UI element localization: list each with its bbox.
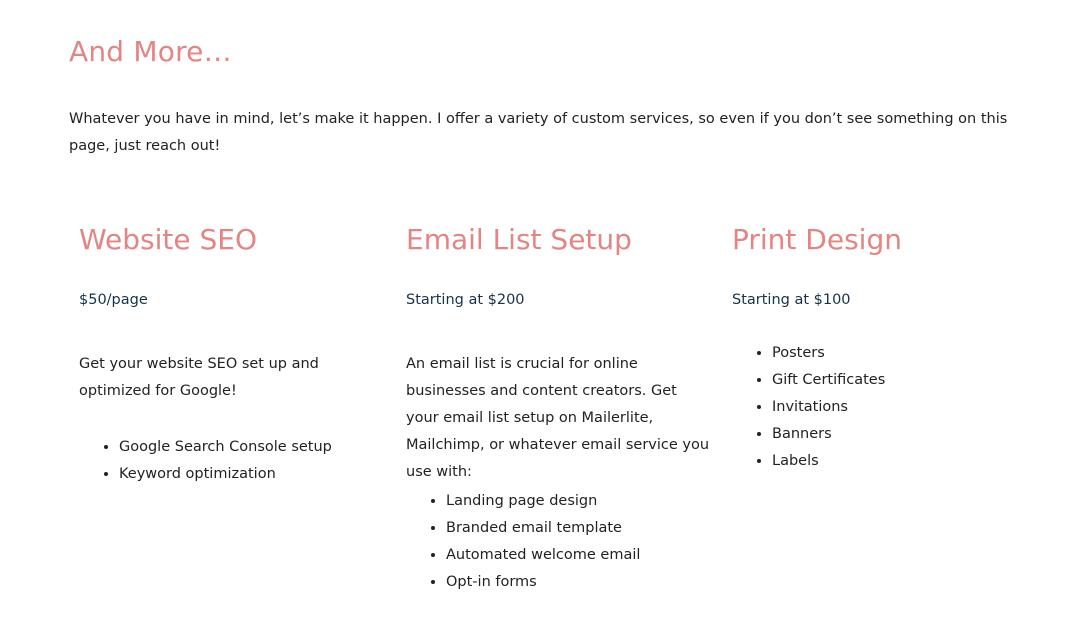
list-item: • Keyword optimization <box>119 461 332 488</box>
service-title: Print Design <box>732 223 902 256</box>
list-item: • Branded email template <box>446 515 640 542</box>
page-title: And More… <box>69 35 232 68</box>
service-title: Website SEO <box>79 223 258 256</box>
list-item: • Landing page design <box>446 488 640 515</box>
service-feature-list <box>406 488 640 596</box>
service-description: An email list is crucial for online businesses and content creators. Get your email list setup on Mailerlite, Mailchimp, or whatever email service you use with: <box>406 356 710 480</box>
service-title: Email List Setup <box>406 223 632 256</box>
service-website-seo <box>79 218 379 482</box>
list-item: • Opt-in forms <box>446 569 640 596</box>
service-price: Starting at $100 <box>732 292 851 308</box>
intro-paragraph: Whatever you have in mind, let’s make it happen. I offer a variety of custom services, so even if you don’t see something on this page, just reach out! <box>69 111 1008 154</box>
service-price: Starting at $200 <box>406 292 525 308</box>
list-item: • Posters <box>772 340 885 367</box>
service-price: $50/page <box>79 292 148 308</box>
list-item: • Invitations <box>772 394 885 421</box>
list-item: • Banners <box>772 421 885 448</box>
list-item: • Gift Certificates <box>772 367 885 394</box>
list-item: • Google Search Console setup <box>119 434 332 461</box>
service-feature-list <box>79 434 332 488</box>
list-item: • Labels <box>772 448 885 475</box>
service-print-design <box>732 218 1032 469</box>
service-email-list-setup <box>406 218 716 590</box>
list-item: • Automated welcome email <box>446 542 640 569</box>
service-description: Get your website SEO set up and optimized for Google! <box>79 356 319 399</box>
service-feature-list <box>732 340 885 475</box>
